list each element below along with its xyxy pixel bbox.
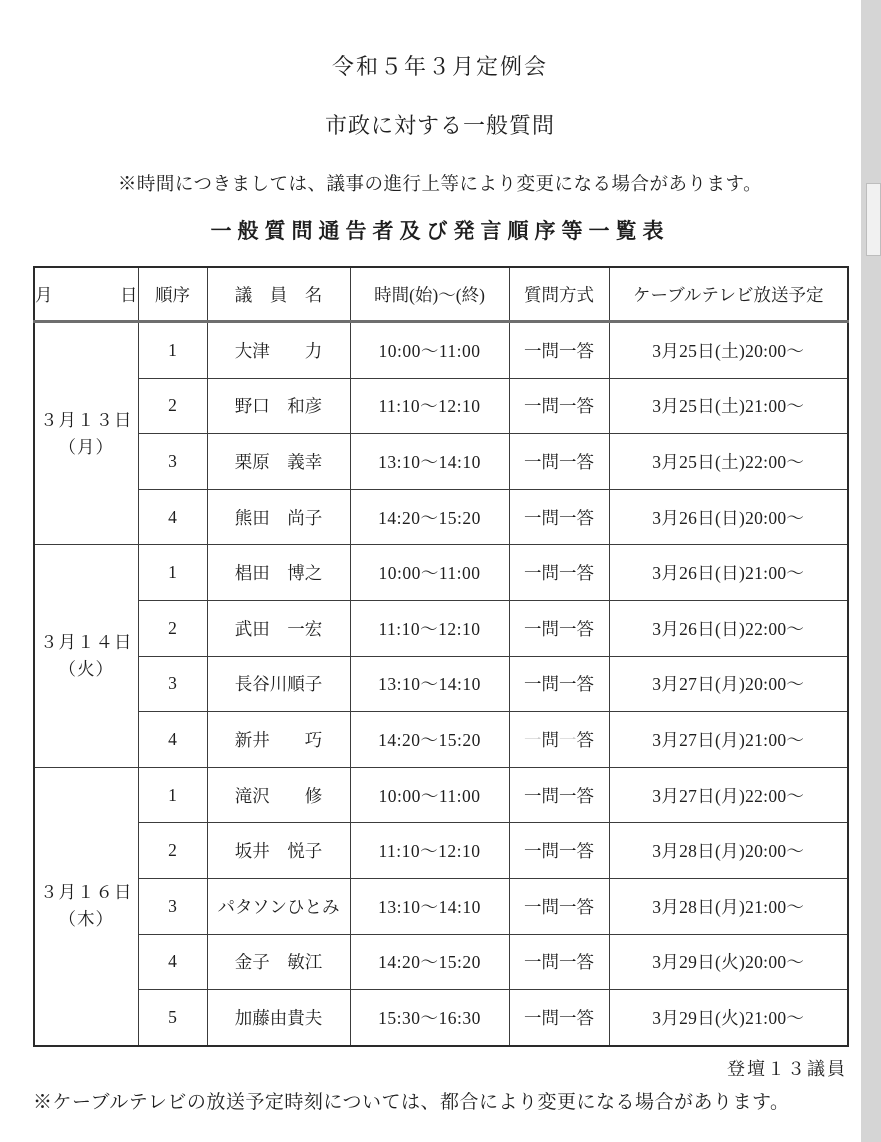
- cell-order: 4: [138, 934, 207, 990]
- method-char: 一: [524, 729, 542, 750]
- cell-name: 長谷川順子: [207, 656, 350, 712]
- cell-broadcast: 3月25日(土)21:00～: [609, 378, 848, 434]
- method-char: 一: [559, 729, 577, 750]
- cell-order: 2: [138, 600, 207, 656]
- header-broadcast: ケーブルテレビ放送予定: [609, 267, 848, 322]
- cell-name: 坂井 悦子: [207, 823, 350, 879]
- cell-time: 13:10～14:10: [350, 434, 509, 490]
- cell-time: 10:00～11:00: [350, 767, 509, 823]
- table-row: [34, 767, 848, 823]
- cell-order: 1: [138, 767, 207, 823]
- cell-broadcast: 3月26日(日)22:00～: [609, 600, 848, 656]
- cell-broadcast: 3月26日(日)20:00～: [609, 489, 848, 545]
- cell-time: 14:20～15:20: [350, 712, 509, 768]
- table-row: [34, 600, 848, 656]
- document-page: [33, 0, 847, 1114]
- cell-name: 椙田 博之: [207, 545, 350, 601]
- cell-order: 2: [138, 378, 207, 434]
- cell-name: 滝沢 修: [207, 767, 350, 823]
- cell-time: 10:00～11:00: [350, 322, 509, 379]
- cell-time: 11:10～12:10: [350, 823, 509, 879]
- cell-date: [34, 767, 138, 1045]
- cell-time: 15:30～16:30: [350, 990, 509, 1046]
- cell-method: 一問一答: [509, 990, 609, 1046]
- table-row: [34, 656, 848, 712]
- header-date: 月 日: [34, 267, 138, 322]
- cell-broadcast: 3月27日(月)21:00～: [609, 712, 848, 768]
- date-text: ３月１６日: [40, 882, 133, 903]
- cell-time: 10:00～11:00: [350, 545, 509, 601]
- cell-time: 13:10～14:10: [350, 656, 509, 712]
- cell-broadcast: 3月25日(土)20:00～: [609, 322, 848, 379]
- cell-method: 一問一答: [509, 823, 609, 879]
- schedule-table-header: [34, 267, 848, 322]
- table-row: [34, 712, 848, 768]
- schedule-table-body: [34, 322, 848, 1046]
- cell-broadcast: 3月28日(月)20:00～: [609, 823, 848, 879]
- cell-broadcast: 3月27日(月)20:00～: [609, 656, 848, 712]
- cell-order: 4: [138, 489, 207, 545]
- cell-name: 新井 巧: [207, 712, 350, 768]
- table-row: [34, 823, 848, 879]
- cell-broadcast: 3月28日(月)21:00～: [609, 878, 848, 934]
- cell-name: 大津 力: [207, 322, 350, 379]
- weekday-text: （月）: [58, 436, 114, 457]
- weekday-text: （木）: [58, 909, 114, 930]
- document-subtitle: 市政に対する一般質問: [324, 113, 555, 138]
- header-order: 順序: [138, 267, 207, 322]
- header-method: 質問方式: [509, 267, 609, 322]
- cell-time: 11:10～12:10: [350, 600, 509, 656]
- method-char: 答: [576, 729, 594, 750]
- cell-method: [509, 712, 609, 768]
- cell-broadcast: 3月29日(火)21:00～: [609, 990, 848, 1046]
- header-name: 議 員 名: [207, 267, 350, 322]
- date-text: ３月１３日: [40, 409, 133, 430]
- cell-method: 一問一答: [509, 378, 609, 434]
- table-row: [34, 378, 848, 434]
- cell-order: 1: [138, 545, 207, 601]
- cell-order: 4: [138, 712, 207, 768]
- cell-order: 1: [138, 322, 207, 379]
- speaker-count: 登壇１３議員: [727, 1058, 847, 1079]
- cell-order: 5: [138, 990, 207, 1046]
- date-text: ３月１４日: [40, 631, 133, 652]
- scrollbar-track[interactable]: [861, 0, 881, 1142]
- table-row: [34, 990, 848, 1046]
- cell-method: 一問一答: [509, 322, 609, 379]
- cell-order: 2: [138, 823, 207, 879]
- cell-broadcast: 3月27日(月)22:00～: [609, 767, 848, 823]
- time-change-note: ※時間につきましては、議事の進行上等により変更になる場合があります。: [117, 175, 763, 195]
- table-row: [34, 434, 848, 490]
- table-title: 一般質問通告者及び発言順序等一覧表: [210, 220, 670, 243]
- cell-time: 13:10～14:10: [350, 878, 509, 934]
- cell-name: 武田 一宏: [207, 600, 350, 656]
- cell-method: 一問一答: [509, 934, 609, 990]
- cell-broadcast: 3月25日(土)22:00～: [609, 434, 848, 490]
- cell-order: 3: [138, 434, 207, 490]
- table-row: [34, 489, 848, 545]
- cell-method: 一問一答: [509, 434, 609, 490]
- header-time: 時間(始)～(終): [350, 267, 509, 322]
- cell-method: 一問一答: [509, 878, 609, 934]
- cell-order: 3: [138, 878, 207, 934]
- cell-broadcast: 3月26日(日)21:00～: [609, 545, 848, 601]
- cell-method: 一問一答: [509, 656, 609, 712]
- weekday-text: （火）: [58, 659, 114, 680]
- cell-name: パタソンひとみ: [207, 878, 350, 934]
- cell-date: [34, 322, 138, 545]
- cell-name: 金子 敏江: [207, 934, 350, 990]
- schedule-table: [33, 266, 849, 1047]
- cell-name: 加藤由貴夫: [207, 990, 350, 1046]
- cell-time: 14:20～15:20: [350, 489, 509, 545]
- broadcast-change-note: ※ケーブルテレビの放送予定時刻については、都合により変更になる場合があります。: [33, 1091, 790, 1113]
- cell-name: 熊田 尚子: [207, 489, 350, 545]
- cell-method: 一問一答: [509, 545, 609, 601]
- cell-method: 一問一答: [509, 767, 609, 823]
- table-row: [34, 878, 848, 934]
- document-title: 令和５年３月定例会: [331, 54, 548, 79]
- method-char: 問: [541, 729, 559, 750]
- cell-date: [34, 545, 138, 767]
- cell-order: 3: [138, 656, 207, 712]
- scrollbar-thumb[interactable]: [866, 183, 881, 256]
- table-row: [34, 545, 848, 601]
- cell-time: 14:20～15:20: [350, 934, 509, 990]
- cell-name: 野口 和彦: [207, 378, 350, 434]
- table-row: [34, 322, 848, 379]
- cell-method: 一問一答: [509, 600, 609, 656]
- cell-method: 一問一答: [509, 489, 609, 545]
- header-row: [34, 267, 848, 322]
- table-row: [34, 934, 848, 990]
- cell-broadcast: 3月29日(火)20:00～: [609, 934, 848, 990]
- cell-time: 11:10～12:10: [350, 378, 509, 434]
- cell-name: 栗原 義幸: [207, 434, 350, 490]
